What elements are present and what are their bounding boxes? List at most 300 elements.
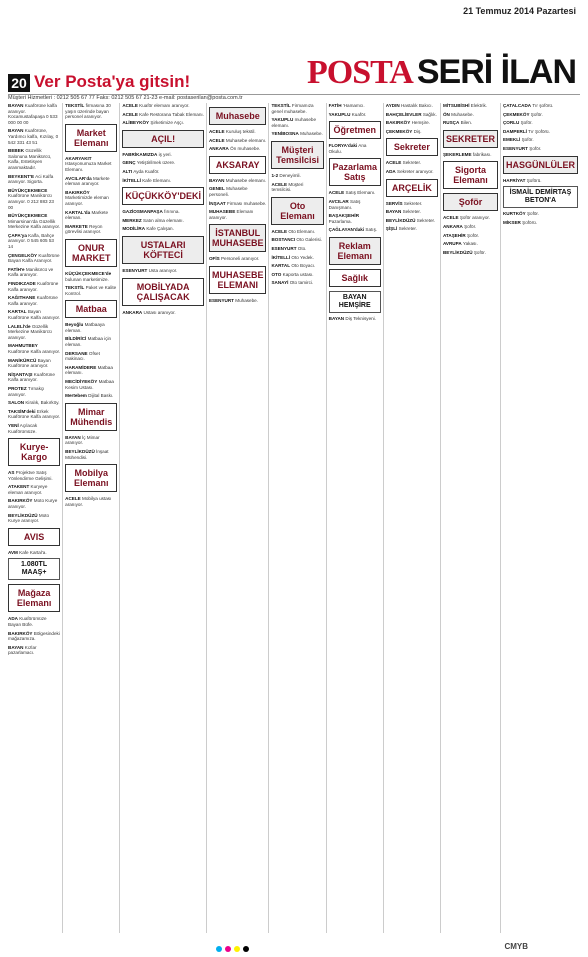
- classified-ad: [443, 103, 498, 109]
- ad-body: Bayan Kuaförüne Kalfa aranıyor.: [8, 309, 61, 320]
- ad-heading: KARTAL: [271, 263, 291, 269]
- ad-body: Kalfa, Bahçe aranıyor. 0 545 605 53 14: [8, 232, 55, 250]
- ad-body: 'Hamamcı.: [342, 103, 365, 108]
- ad-heading: BEYLİKDÜZÜ: [8, 512, 38, 518]
- classified-ad: [8, 372, 60, 383]
- ad-body: Müşteri temsilcisi.: [271, 181, 304, 193]
- ad-body: Güzellik Merkezine Manikürcü aranıyor.: [8, 323, 52, 340]
- ad-body: Elemanı aranıyor.: [208, 209, 254, 220]
- classified-ad: [65, 336, 117, 347]
- ad-body: Matbaa Kesim Ustası.: [65, 379, 114, 390]
- ad-heading: PROTEZ: [8, 385, 27, 391]
- ad-body: Markete eleman.: [65, 209, 109, 221]
- ad-heading: BAYAN: [385, 209, 402, 215]
- ad-body: Ana Okulu.: [328, 143, 367, 154]
- ad-heading: İNŞAAT: [208, 200, 226, 206]
- classified-ad: [329, 316, 381, 322]
- ad-body: Şoför.: [473, 249, 486, 255]
- magenta-dot: [225, 946, 231, 952]
- brand-serilan: SERİ İLAN: [416, 53, 576, 91]
- ad-body: Sekreter.: [402, 209, 421, 215]
- ad-body: Kuaför elemanı aranıyor.: [139, 103, 190, 108]
- classified-ad: [8, 470, 60, 481]
- classified-ad: [271, 131, 323, 137]
- ad-body: Sekreter.: [403, 200, 423, 206]
- ad-body: Elektrik.: [470, 103, 488, 108]
- classified-ad: [209, 209, 267, 220]
- ad-body: Kuruluş tekstil.: [225, 129, 256, 134]
- column-4: [209, 103, 270, 933]
- ad-body: Bayan Kuaförüne aranıyor.: [8, 357, 51, 369]
- ad-heading: AVCILAR: [328, 198, 349, 204]
- ad-body: İç Mimar aranıyor.: [65, 434, 100, 446]
- section-heading: İSTANBUL MUHASEBE: [209, 224, 267, 252]
- classified-ad: [8, 409, 60, 420]
- classified-ad: [443, 250, 498, 256]
- ad-body: Diş.: [413, 128, 422, 134]
- ad-body: Kuaför.: [351, 111, 367, 117]
- ad-body: Projektve Satış Yönlendirme Gelişimi.: [8, 470, 53, 481]
- ad-heading: ESENYURT: [502, 145, 528, 151]
- ad-heading: ÇEKMEKÖY: [502, 111, 530, 117]
- ad-heading: MODİLİRA: [122, 226, 146, 232]
- ad-body: fırınına.: [164, 209, 180, 215]
- classified-ad: [271, 229, 323, 235]
- ad-body: Güzellik Salonuna Manikürcü, Kalfa, Estetisyen aranmaktadır.: [8, 148, 52, 170]
- section-heading: Öğretmen: [329, 121, 381, 139]
- print-registration-marks: [216, 946, 249, 952]
- ad-body: Kiralık, Bakırköy.: [25, 400, 60, 406]
- classified-ad: [65, 351, 117, 362]
- ad-heading: ÖN: [442, 111, 450, 117]
- ad-body: Marketimizde eleman aranıyor.: [65, 195, 109, 206]
- classified-ad: [209, 129, 267, 135]
- ad-heading: ÇATALCADA: [502, 103, 532, 108]
- classified-ad: [8, 309, 60, 320]
- classified-ad: [8, 324, 60, 341]
- ad-heading: ACELE: [122, 103, 138, 108]
- ad-heading: YENİ: [8, 422, 19, 428]
- classified-ad: [65, 435, 117, 446]
- ad-heading: AVM: [8, 549, 18, 555]
- classified-ad: [122, 120, 204, 126]
- ad-body: Oto Boyacı.: [291, 263, 316, 269]
- classified-ad: [8, 148, 60, 170]
- ad-body: Tırnakçı aranıyor.: [8, 385, 45, 397]
- ad-heading: ESENYURT: [271, 245, 297, 251]
- ad-body: Satın alma elemanı.: [143, 217, 184, 223]
- ad-heading: ACELE: [271, 181, 288, 187]
- classified-ad: [122, 112, 204, 118]
- section-heading: Mağaza Elemanı: [8, 584, 60, 612]
- ad-heading: KURTKÖY: [502, 211, 526, 217]
- ad-body: Muhasebe.: [451, 111, 474, 117]
- ad-heading: KARTAL: [8, 309, 27, 315]
- ad-heading: BAŞAKŞEHİR: [328, 213, 360, 219]
- ad-body: Deneyimli.: [279, 172, 301, 178]
- ad-heading: ACELE: [271, 228, 288, 234]
- ad-heading: ŞİŞLİ: [385, 226, 398, 232]
- ad-body: Oto Galerisi.: [296, 237, 322, 243]
- ad-body: Markete eleman aranıyor.: [65, 175, 110, 187]
- ad-heading: MİKSER: [502, 219, 521, 225]
- ad-body: Muhasebe personeli.: [208, 186, 248, 197]
- ad-body: firmasına 30 yaşın üzerinde bayan personel aranıyor.: [65, 103, 111, 120]
- ad-body: Muhasebe elemanı.: [225, 177, 267, 183]
- ad-body: Kaporta ustası.: [282, 271, 314, 277]
- column-9: [503, 103, 580, 933]
- column-8: [443, 103, 501, 933]
- classified-ad: [65, 210, 117, 221]
- classified-ad: [386, 160, 438, 166]
- ad-heading: ACELE: [122, 111, 138, 117]
- page-number: 20: [8, 74, 30, 92]
- ad-body: Sekreter.: [416, 217, 436, 223]
- ad-body: Reyon görevlisi aranıyor.: [65, 223, 103, 235]
- ad-heading: ATAŞEHİR: [442, 232, 466, 238]
- cyan-dot: [216, 946, 222, 952]
- classified-ad: [8, 513, 60, 524]
- cmyk-label: CMYB: [504, 942, 528, 951]
- ad-heading: YAKUPLU: [271, 117, 294, 123]
- ad-heading: BEYLİKDÜZÜ: [65, 449, 95, 454]
- ad-body: Satış Danışmanı.: [328, 198, 361, 210]
- column-7: [386, 103, 441, 933]
- classified-ad: [122, 218, 204, 224]
- ad-heading: ACELE: [442, 215, 459, 221]
- ad-heading: ADA: [385, 168, 396, 174]
- ad-body: Firması muhasebe.: [227, 200, 267, 206]
- ad-body: Kuaförüne Bayan Kalfa Aranıyor.: [8, 252, 60, 264]
- ad-heading: DAMPERLİ: [502, 128, 527, 134]
- ad-heading: BAKIRKÖY: [8, 630, 33, 636]
- ad-body: Şoför.: [467, 232, 480, 238]
- classified-ad: [503, 112, 578, 118]
- ad-heading: YAKUPLU: [328, 111, 351, 117]
- classified-ad: [329, 227, 381, 233]
- ad-body: Satış Elemanı.: [345, 190, 376, 196]
- ad-heading: OTO: [271, 271, 282, 277]
- ad-body: Kafe Çalışan.: [146, 226, 174, 232]
- ad-heading: ÇENGELKÖY: [8, 252, 38, 258]
- classified-ad: [209, 298, 267, 304]
- classified-ad: [8, 343, 60, 354]
- ad-heading: ACELE: [65, 496, 81, 502]
- ad-heading: ESENYURT: [208, 297, 234, 303]
- ad-heading: KARTAL'da: [65, 209, 91, 215]
- ad-body: Tır şoförü.: [532, 103, 554, 108]
- classified-ad: [65, 190, 117, 207]
- classified-ad: [386, 201, 438, 207]
- classified-ad: [329, 190, 381, 196]
- ad-body: Sekreter.: [402, 160, 422, 166]
- ad-body: Oto tamirci.: [289, 280, 314, 286]
- page-header: [8, 2, 580, 94]
- ad-heading: FATİH'e: [8, 266, 25, 272]
- section-heading: AKSARAY: [209, 156, 267, 174]
- ad-heading: MUHASEBE: [208, 209, 236, 215]
- ad-heading: ACELE: [328, 190, 345, 196]
- ad-body: muhasebe elemanı.: [271, 117, 317, 128]
- issue-date: 21 Temmuz 2014 Pazartesi: [463, 6, 576, 16]
- section-heading: Müşteri Temsilcisi: [271, 141, 323, 169]
- section-heading: HASGÜNLÜLER: [503, 156, 578, 174]
- classified-ad: [271, 280, 323, 286]
- ad-body: Kafe Kartal'a.: [19, 549, 47, 555]
- section-heading: MUHASEBE ELEMANI: [209, 266, 267, 294]
- classified-ad: [386, 218, 438, 224]
- classified-ad: [271, 263, 323, 269]
- ad-heading: ÇEKMEKÖY: [385, 128, 413, 134]
- section-heading: ARÇELİK: [386, 179, 438, 197]
- classified-ad: [65, 103, 117, 120]
- boxed-ad: İSMAİL DEMİRTAŞ BETON'A: [503, 186, 578, 208]
- ad-body: Şirketimize Aşçı.: [150, 120, 185, 126]
- section-heading: USTALARI KÖFTECİ: [122, 236, 204, 264]
- ad-body: Şoför.: [521, 137, 534, 143]
- ad-body: Paket ve Kalite Kontrol.: [65, 285, 117, 296]
- ad-body: Firmamıza genel muhasebe.: [271, 103, 314, 114]
- ad-body: Şoför.: [464, 223, 477, 229]
- classified-ad: [443, 241, 498, 247]
- column-6: [329, 103, 384, 933]
- ad-body: Kuaförüne kalfa aranıyor. Kocamustafapaşa 0 533 000 00 00: [8, 103, 58, 125]
- classified-ad: [329, 199, 381, 210]
- classified-ad: [8, 400, 60, 406]
- classified-ad: [271, 255, 323, 261]
- classified-ad: [503, 178, 578, 184]
- ad-heading: Beyoğlu: [65, 322, 84, 328]
- ad-heading: BEYLİKDÜZÜ: [385, 217, 416, 223]
- ad-body: Ofset makinacı.: [65, 350, 100, 362]
- classified-ad: [65, 496, 117, 507]
- ad-heading: ANKARA: [208, 146, 229, 152]
- classified-ad: [209, 186, 267, 197]
- ad-heading: BOSTANCI: [271, 237, 296, 243]
- ad-body: Hastalık Bakıcı.: [400, 103, 433, 108]
- ad-heading: ACELE: [385, 160, 402, 166]
- section-heading: Kurye-Kargo: [8, 438, 60, 466]
- classified-ad: [8, 645, 60, 656]
- classified-ad: [122, 226, 204, 232]
- ad-heading: BÜYÜKÇEKMECE: [8, 213, 48, 219]
- ad-body: iş yeri.: [158, 151, 172, 157]
- classified-ad: [65, 393, 117, 399]
- ad-body: Kafe Elemanı.: [142, 177, 172, 183]
- classified-ad: [386, 120, 438, 126]
- ad-heading: ÇAPA'ya: [8, 232, 27, 238]
- ad-body: Açılacak Kuaförümüze.: [8, 422, 38, 434]
- ad-body: Sekreter aranıyor.: [397, 168, 434, 174]
- section-heading: Sigorta Elemanı: [443, 161, 498, 189]
- ad-heading: SANAYİ: [271, 280, 289, 286]
- ad-heading: HARAMİDERE: [65, 364, 97, 370]
- ad-heading: FLORYA'daki: [328, 143, 358, 149]
- section-heading: Pazarlama Satış: [329, 158, 381, 186]
- classified-ad: [271, 246, 323, 252]
- classified-ad: [329, 213, 381, 224]
- section-heading: KÜÇÜKKÖY'DEKİ: [122, 187, 204, 205]
- ad-body: Bilen.: [460, 120, 473, 126]
- classified-ad: [271, 237, 323, 243]
- ad-heading: RUSÇA: [442, 120, 460, 126]
- ad-body: Ustası aranıyor.: [143, 309, 176, 315]
- ad-body: Şoför.: [530, 111, 543, 117]
- ad-body: Istasyonumuza Market Elemanı.: [65, 161, 112, 172]
- ad-heading: TEKSTİL: [271, 103, 291, 108]
- ad-heading: ADA: [8, 616, 18, 622]
- classified-ad: [503, 211, 578, 217]
- ad-heading: GAZİOSMANPAŞA: [122, 209, 163, 215]
- ad-heading: KÜÇÜKÇEKMECE'de: [65, 270, 112, 276]
- ad-body: Kuaförümüze Bayan Büfe.: [8, 616, 47, 628]
- classified-ad: [209, 178, 267, 184]
- classified-ad: [386, 129, 438, 135]
- ad-heading: FINDIKZADE: [8, 281, 36, 287]
- classified-ad: [8, 188, 60, 210]
- ad-heading: MİTSUBİSHİ: [442, 103, 470, 108]
- ad-body: Hemşire.: [411, 120, 430, 126]
- ad-body: Kuryeye eleman aranıyor.: [8, 484, 48, 495]
- ad-heading: 1-2: [271, 172, 279, 178]
- classified-ad: [503, 129, 578, 135]
- ad-heading: BAYAN: [328, 315, 345, 321]
- ad-body: Tır Şoförü.: [528, 128, 550, 134]
- ad-body: Bölgesindeki mağazamıza.: [8, 630, 60, 642]
- classified-ad: [8, 498, 60, 509]
- ad-heading: SALON: [8, 400, 25, 406]
- ad-body: Moto Kurye aranıyor.: [8, 498, 58, 510]
- ad-body: Kuaförüne Manikürcü aranıyor. 0 212 883 23 00: [8, 193, 54, 210]
- classified-ad: [271, 117, 323, 128]
- ad-heading: ŞEKERLEME: [442, 151, 472, 157]
- ad-heading: AS: [8, 470, 15, 476]
- ad-heading: BÜYÜKÇEKMECE: [8, 187, 48, 193]
- column-2: [65, 103, 120, 933]
- classified-ad: [122, 209, 204, 215]
- classified-ad: [386, 226, 438, 232]
- section-heading: Mobilya Elemanı: [65, 464, 117, 492]
- ad-heading: MERKEZ: [122, 217, 142, 223]
- ad-heading: GENEL: [208, 186, 225, 192]
- classified-ad: [443, 152, 498, 158]
- classified-ad: [122, 268, 204, 274]
- classified-ad: [386, 169, 438, 175]
- section-heading: ONUR MARKET: [65, 239, 117, 267]
- ad-heading: BAKIRKÖY: [385, 120, 411, 126]
- ad-heading: BEYKENT'E: [8, 173, 35, 179]
- ad-heading: TEKSTİL: [65, 285, 85, 291]
- ad-body: Usta aranıyor.: [148, 267, 178, 273]
- ad-heading: FATİH: [328, 103, 342, 108]
- classified-ad: [503, 103, 578, 109]
- section-heading: Market Elemanı: [65, 124, 117, 152]
- ad-body: bulunan marketimize.: [65, 276, 109, 282]
- classified-ad: [8, 616, 60, 627]
- section-heading: Reklam Elemanı: [329, 237, 381, 265]
- ad-heading: EMEKLİ: [502, 137, 521, 143]
- ad-body: Şoförü.: [526, 177, 542, 183]
- classified-columns: [8, 103, 580, 933]
- ad-body: Erkek Kuaförüne Kalfa aranıyor.: [8, 408, 61, 420]
- column-1: [8, 103, 63, 933]
- ad-heading: BAYAN: [208, 177, 225, 183]
- classified-ad: [65, 365, 117, 376]
- ad-heading: BAYAN: [8, 103, 24, 108]
- ad-body: Mobilya ustası aranıyor.: [65, 496, 112, 507]
- ad-body: Şoför.: [529, 145, 542, 151]
- section-heading: Sağlık: [329, 269, 381, 287]
- ad-heading: MAHMUTBEY: [8, 343, 38, 349]
- ad-heading: OFİS: [208, 256, 220, 262]
- ad-heading: AYDIN: [385, 103, 400, 108]
- classified-ad: [8, 631, 60, 642]
- ad-heading: İKİTELLİ: [122, 177, 141, 183]
- classified-ad: [209, 256, 267, 262]
- ad-body: Oto.: [297, 245, 307, 251]
- ad-heading: ÇAĞLAYAN'daki: [328, 227, 365, 233]
- ad-heading: DERSANE: [65, 350, 88, 356]
- yellow-dot: [234, 946, 240, 952]
- ad-body: Kafe Restorana Tabak Elemanı.: [139, 111, 204, 117]
- classified-ad: [8, 295, 60, 306]
- classified-ad: [443, 112, 498, 118]
- ad-heading: BİLDİRİCİ: [65, 336, 87, 342]
- classified-ad: [122, 152, 204, 158]
- classified-ad: [122, 103, 204, 109]
- column-5: [271, 103, 326, 933]
- ad-heading: AVCILAR'da: [65, 175, 92, 181]
- section-heading: Muhasebe: [209, 107, 267, 125]
- ad-body: Şoför aranıyor.: [459, 215, 490, 221]
- section-heading: Sekreter: [386, 138, 438, 156]
- ad-body: Yakası.: [462, 241, 478, 247]
- ad-body: Pazarlama.: [328, 218, 352, 224]
- ad-heading: MARKETE: [65, 223, 88, 229]
- ad-heading: ALTI: [122, 168, 133, 174]
- section-heading: SEKRETER: [443, 130, 498, 148]
- slogan: Ver Posta'ya gitsin!: [34, 72, 191, 91]
- ad-heading: FABRİKAMIZDA: [122, 151, 158, 157]
- ad-body: Dijital Baskı.: [88, 393, 114, 399]
- classified-ad: [122, 178, 204, 184]
- ad-heading: AKARYAKIT: [65, 155, 92, 161]
- contact-line: Müşteri Hizmetleri : 0212 505 67 77 Faks: 0212 505 67 21-23 e-mail: postaserilan@posta.com.tr: [8, 95, 243, 101]
- classified-ad: [8, 386, 60, 397]
- ad-heading: BAKIRKÖY: [65, 189, 90, 195]
- classified-ad: [65, 224, 117, 235]
- classified-ad: [65, 379, 117, 390]
- ad-heading: ESENYURT: [122, 267, 148, 273]
- ad-body: Kuaförüne Kalfa aranıyor.: [8, 348, 61, 354]
- classified-ad: [209, 146, 267, 152]
- ad-body: Kuaförüne, Yardımcı kalfa, Kızılay, 0 542 331 43 51: [8, 128, 59, 145]
- ad-heading: AVRUPA: [442, 241, 462, 247]
- classified-ad: [271, 272, 323, 278]
- ad-heading: YENİBOSNA: [271, 131, 299, 137]
- classified-ad: [443, 215, 498, 221]
- ad-body: Muhasebe.: [235, 297, 258, 303]
- classified-ad: [443, 224, 498, 230]
- brand-posta: POSTA: [307, 54, 413, 91]
- classified-ad: [503, 120, 578, 126]
- classified-ad: [8, 213, 60, 230]
- classified-ad: [271, 182, 323, 193]
- black-dot: [243, 946, 249, 952]
- ad-heading: İKİTELLİ: [271, 254, 291, 260]
- ad-body: Şoförü.: [522, 219, 537, 225]
- ad-heading: BEBEK: [8, 148, 25, 154]
